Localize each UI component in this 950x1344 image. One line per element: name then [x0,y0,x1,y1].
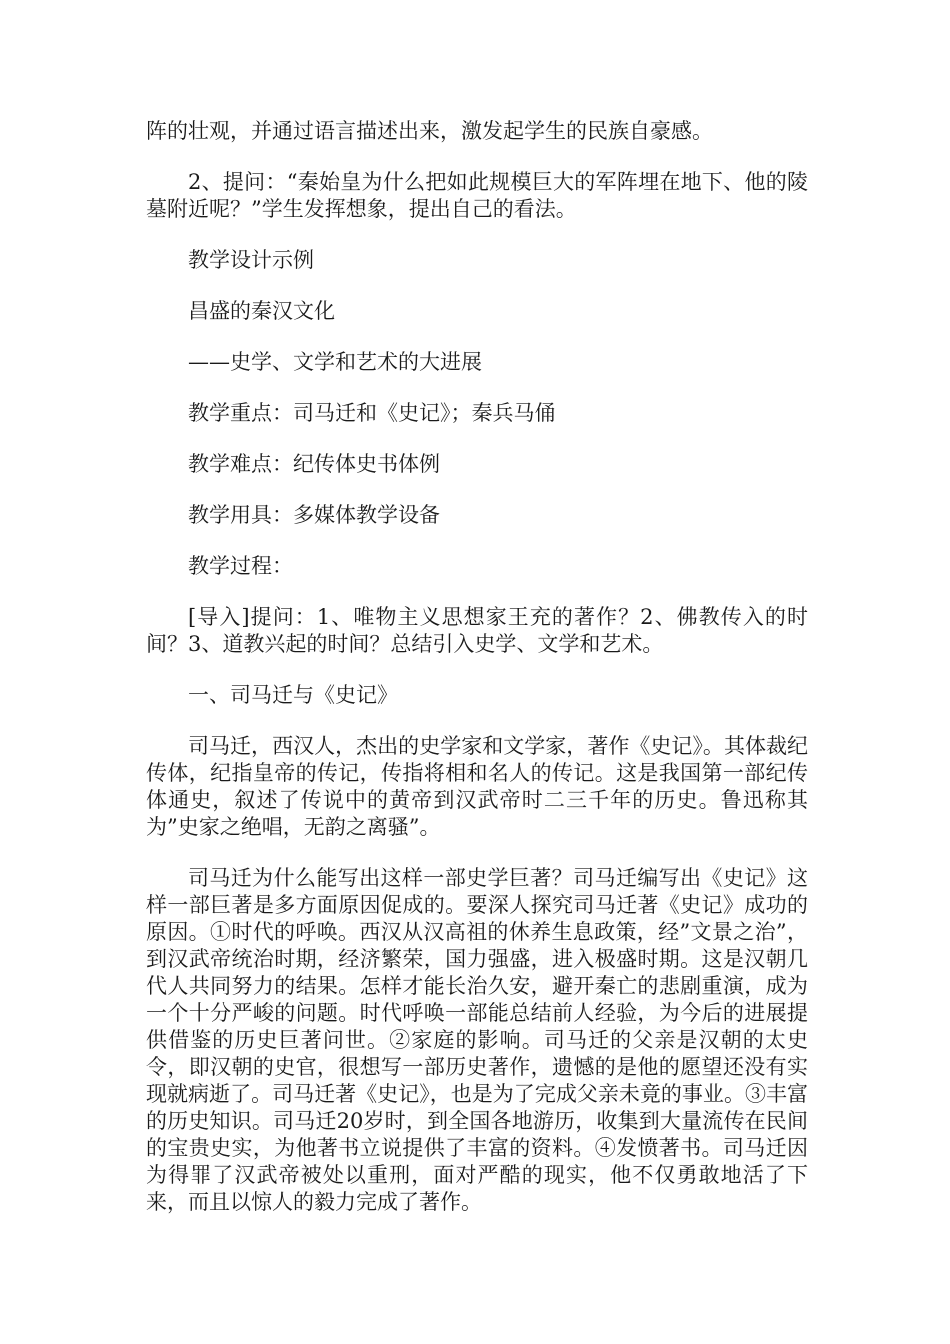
paragraph-sima-qian-intro: 司马迁，西汉人，杰出的史学家和文学家，著作《史记》。其体裁纪传体，纪指皇帝的传记，传指将相和名人的传记。这是我国第一部纪传体通史，叙述了传说中的黄帝到汉武帝时二三千年的历史。鲁迅称其为”史家之绝唱，无韵之离骚”。 [146,734,808,839]
paragraph-introduction: [导入]提问：1、唯物主义思想家王充的著作？2、佛教传入的时间？3、道教兴起的时间？总结引入史学、文学和艺术。 [146,605,808,656]
paragraph-sima-qian-reasons: 司马迁为什么能写出这样一部史学巨著？司马迁编写出《史记》这样一部巨著是多方面原因促成的。要深人探究司马迁著《史记》成功的原因。①时代的呼唤。西汉从汉高祖的休养生息政策，经”文景之治”，到汉武帝统治时期，经济繁荣，国力强盛，进入极盛时期。这是汉朝几代人共同努力的结果。怎样才能长治久安，避开秦亡的悲剧重演，成为一个十分严峻的问题。时代呼唤一部能总结前人经验，为今后的进展提供借鉴的历史巨著问世。②家庭的影响。司马迁的父亲是汉朝的太史令，即汉朝的史官，很想写一部历史著作，遗憾的是他的愿望还没有实现就病逝了。司马迁著《史记》，也是为了完成父亲未竟的事业。③丰富的历史知识。司马迁20岁时，到全国各地游历，收集到大量流传在民间的宝贵史实，为他著书立说提供了丰富的资料。④发愤著书。司马迁因为得罪了汉武帝被处以重刑，面对严酷的现实，他不仅勇敢地活了下来，而且以惊人的毅力完成了著作。 [146,866,808,1214]
paragraph-continuation: 阵的壮观，并通过语言描述出来，激发起学生的民族自豪感。 [146,119,713,143]
teaching-tools: 教学用具：多媒体教学设备 [188,503,440,527]
lesson-title: 昌盛的秦汉文化 [188,299,335,323]
teaching-focus: 教学重点：司马迁和《史记》；秦兵马俑 [188,401,556,425]
section-heading-sima-qian: 一、司马迁与《史记》 [188,683,398,707]
teaching-difficulty: 教学难点：纪传体史书体例 [188,452,440,476]
lesson-subtitle: ——史学、文学和艺术的大进展 [188,350,482,374]
document-page [146,118,808,1240]
section-heading-example: 教学设计示例 [188,248,314,272]
paragraph-question: 2、提问：“秦始皇为什么把如此规模巨大的军阵埋在地下、他的陵墓附近呢？”学生发挥想象，提出自己的看法。 [146,170,808,221]
teaching-process-label: 教学过程： [188,554,293,578]
